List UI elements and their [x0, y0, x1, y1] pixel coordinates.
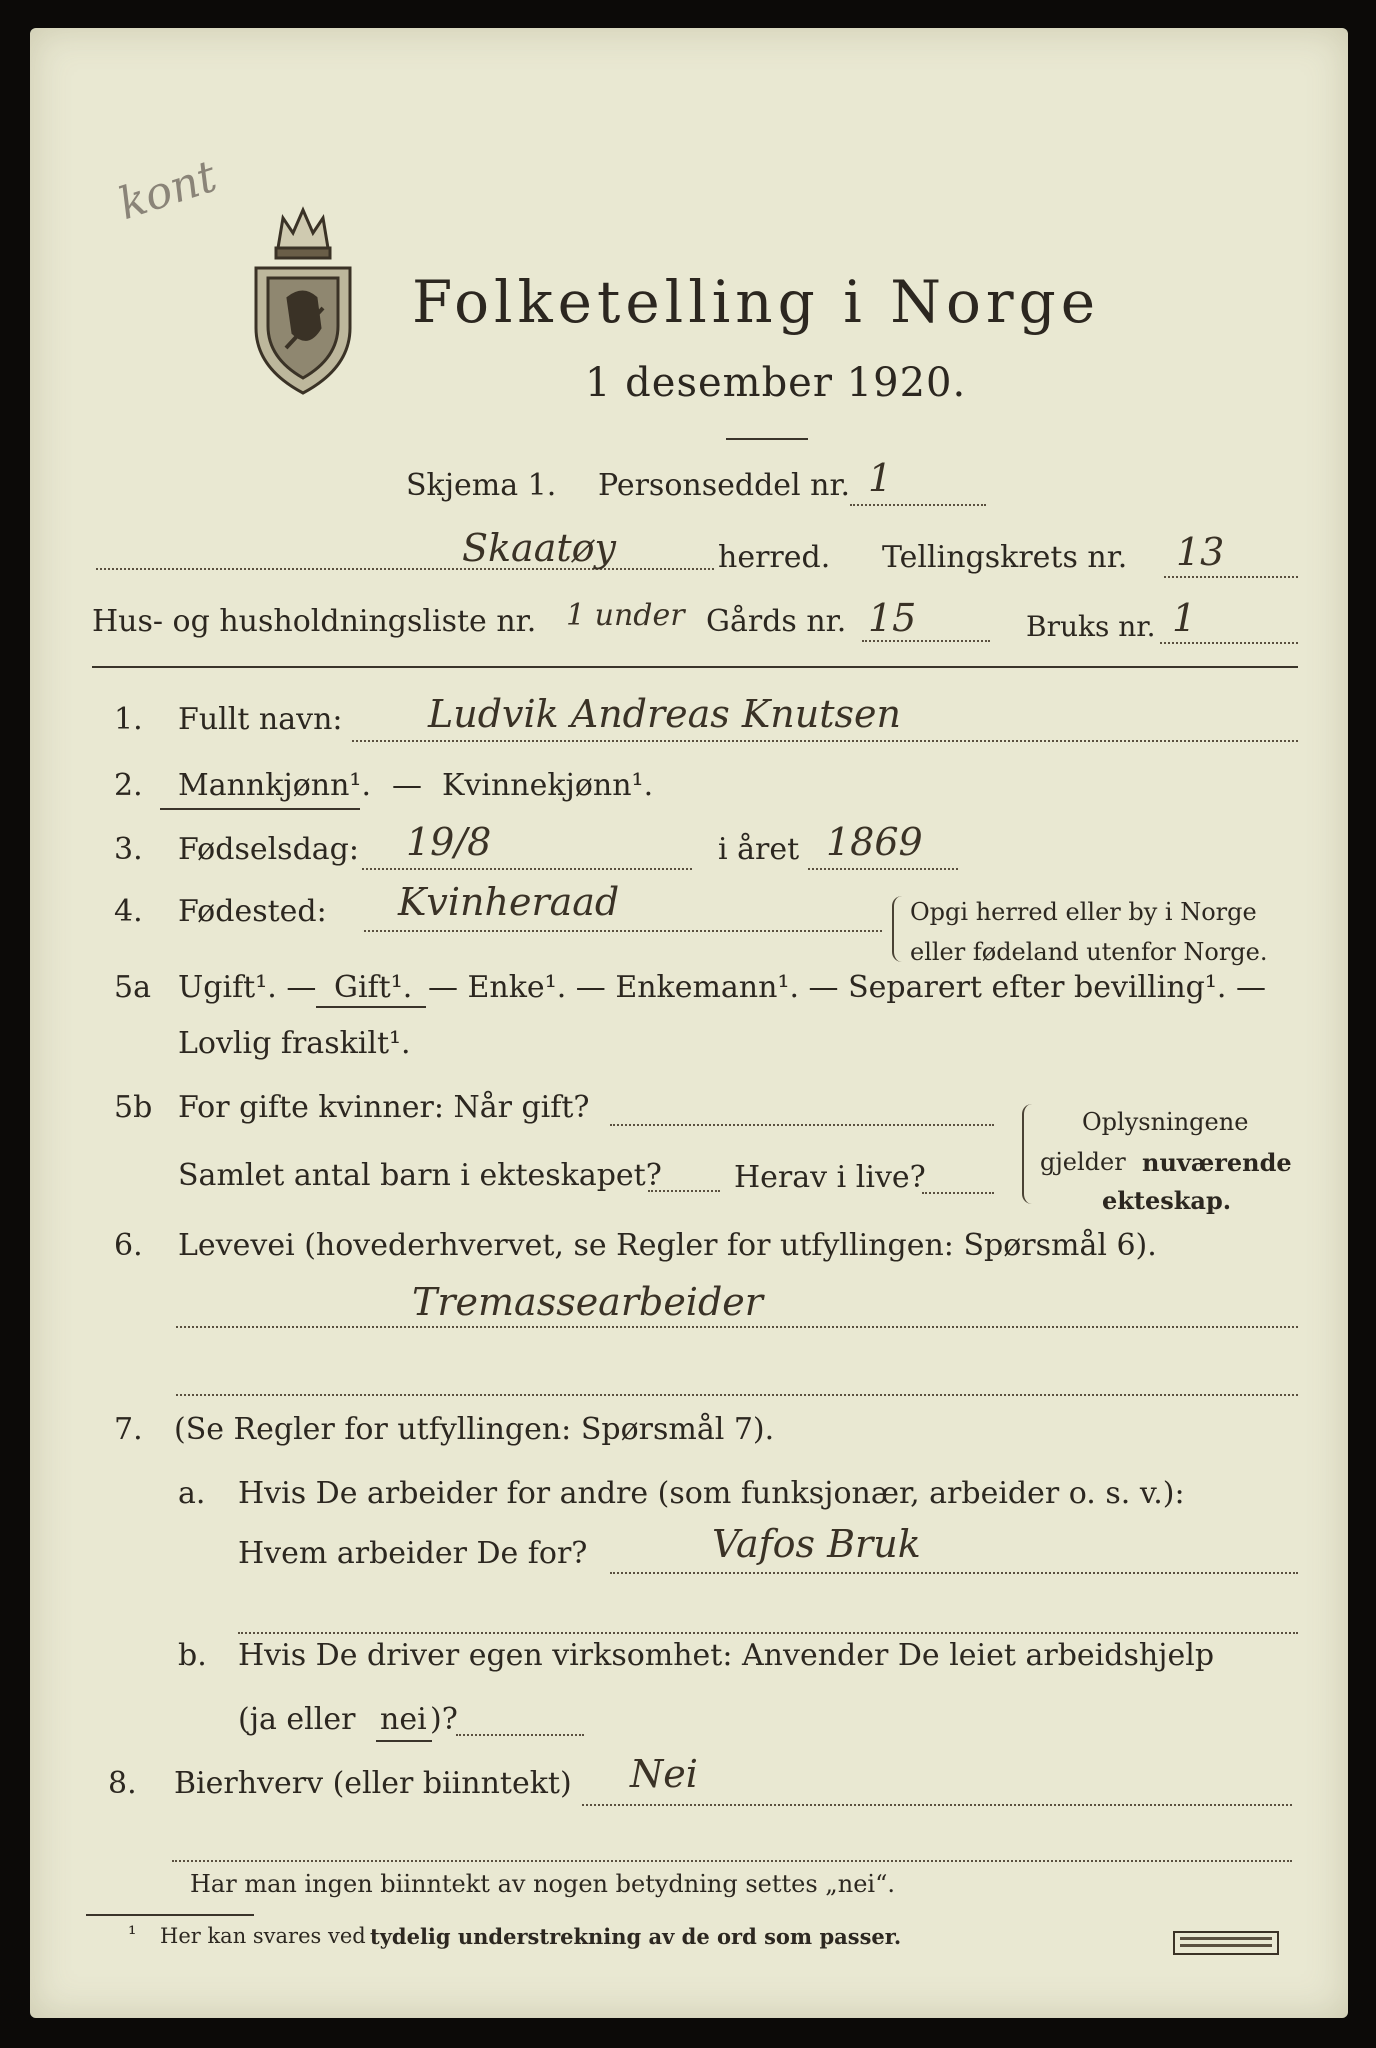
q4-note-1: Opgi herred eller by i Norge	[910, 898, 1257, 926]
q5b-number: 5b	[114, 1090, 153, 1125]
footnote-mark: ¹	[128, 1922, 137, 1946]
q1-number: 1.	[114, 702, 143, 737]
q1-line	[352, 740, 1298, 742]
herred-label: herred.	[718, 540, 831, 575]
q7-label: (Se Regler for utfyllingen: Spørsmål 7).	[174, 1412, 775, 1447]
footnote-emphasis: tydelig understrekning av de ord som passer.	[370, 1924, 902, 1949]
personseddel-value: 1	[868, 456, 893, 500]
q4-number: 4.	[114, 894, 143, 929]
q8-answer: Nei	[630, 1752, 698, 1796]
q5a-fraskilt: Lovlig fraskilt¹.	[178, 1026, 411, 1061]
q2-male-underline	[160, 808, 360, 810]
personseddel-line	[850, 504, 986, 506]
tellingskrets-line	[1164, 576, 1298, 578]
gards-label: Gårds nr.	[706, 604, 847, 639]
form-title: Folketelling i Norge	[412, 268, 1101, 336]
q7a-number: a.	[178, 1476, 206, 1511]
q2-female: Kvinnekjønn¹.	[442, 768, 654, 803]
hus-label: Hus- og husholdningsliste nr.	[92, 604, 537, 639]
q7a-line2: Hvem arbeider De for?	[238, 1536, 588, 1571]
gards-line	[862, 640, 990, 642]
bruks-label: Bruks nr.	[1026, 610, 1156, 643]
tellingskrets-value: 13	[1176, 530, 1225, 574]
q4-answer: Kvinheraad	[398, 880, 620, 924]
q5b-line1: For gifte kvinner: Når gift?	[178, 1090, 590, 1125]
q5a-number: 5a	[114, 970, 151, 1005]
schema-label: Skjema 1.	[406, 468, 557, 503]
tellingskrets-label: Tellingskrets nr.	[882, 540, 1128, 575]
personseddel-label: Personseddel nr.	[598, 468, 851, 503]
gards-value: 15	[868, 596, 917, 640]
q1-answer: Ludvik Andreas Knutsen	[428, 692, 901, 736]
printer-stamp-icon	[1172, 1930, 1280, 1956]
bruks-line	[1160, 642, 1298, 644]
q2-male: Mannkjønn¹.	[178, 768, 371, 803]
q4-line	[364, 930, 882, 932]
q8-line	[582, 1804, 1292, 1806]
q5b-brace	[1022, 1104, 1034, 1204]
q3-year-line	[808, 868, 958, 870]
q7b-line	[456, 1734, 584, 1736]
q7b-line2b: )?	[430, 1702, 458, 1737]
q5a-ugift: Ugift¹. —	[178, 970, 317, 1005]
q7a-line1: Hvis De arbeider for andre (som funksjonær, arbeider o. s. v.):	[238, 1476, 1185, 1511]
q3-number: 3.	[114, 832, 143, 867]
header-rule	[92, 666, 1298, 668]
q5b-gift-line	[610, 1124, 994, 1126]
q7b-nei: nei	[380, 1702, 427, 1737]
q6-line-2	[176, 1394, 1298, 1396]
q8-line-2	[172, 1860, 1292, 1862]
q5b-note-1: Oplysningene	[1082, 1108, 1249, 1136]
footnote-text: Her kan svares ved	[160, 1924, 366, 1948]
bruks-value: 1	[1172, 596, 1197, 640]
form-date: 1 desember 1920.	[585, 360, 967, 406]
q5b-note-3: ekteskap.	[1102, 1186, 1232, 1215]
q6-line-1	[176, 1326, 1298, 1328]
q5a-gift: Gift¹.	[334, 970, 413, 1005]
q8-label: Bierhverv (eller biinntekt)	[174, 1766, 572, 1801]
q7b-line1: Hvis De driver egen virksomhet: Anvender De leiet arbeidshjelp	[238, 1638, 1215, 1673]
q6-label: Levevei (hovederhvervet, se Regler for utfyllingen: Spørsmål 6).	[178, 1228, 1157, 1263]
footer-note: Har man ingen biinntekt av nogen betydning settes „nei“.	[190, 1870, 895, 1898]
q4-brace	[892, 896, 902, 962]
q7a-line	[610, 1572, 1298, 1574]
q3-day: 19/8	[406, 820, 492, 864]
q3-day-line	[362, 868, 692, 870]
q1-label: Fullt navn:	[178, 702, 343, 737]
q5b-note-2b: nuværende	[1142, 1148, 1292, 1177]
q5b-herav: Herav i live?	[734, 1160, 926, 1195]
q4-note-2: eller fødeland utenfor Norge.	[910, 938, 1268, 966]
q5b-note-2a: gjelder	[1040, 1148, 1126, 1176]
q2-number: 2.	[114, 768, 143, 803]
q3-year-label: i året	[718, 832, 800, 867]
q5a-others: — Enke¹. — Enkemann¹. — Separert efter bevilling¹. —	[428, 970, 1266, 1005]
q7b-nei-underline	[376, 1740, 432, 1742]
norway-coat-of-arms-icon	[248, 198, 358, 398]
q5b-barn-line	[648, 1190, 720, 1192]
q6-answer: Tremassearbeider	[412, 1280, 763, 1324]
q3-year: 1869	[826, 820, 923, 864]
hus-value: 1 under	[566, 598, 685, 633]
q7a-answer: Vafos Bruk	[712, 1522, 921, 1566]
corner-pencil-note: kont	[112, 150, 223, 231]
q2-separator: —	[392, 768, 422, 803]
q7-number: 7.	[114, 1412, 143, 1447]
q5b-line2: Samlet antal barn i ekteskapet?	[178, 1158, 662, 1193]
q5b-herav-line	[922, 1192, 994, 1194]
q3-label: Fødselsdag:	[178, 832, 359, 867]
q7b-number: b.	[178, 1638, 207, 1673]
q7b-line2a: (ja eller	[238, 1702, 356, 1737]
footnote-rule	[86, 1914, 254, 1916]
herred-line	[96, 568, 714, 570]
title-divider	[726, 438, 808, 440]
q4-label: Fødested:	[178, 894, 327, 929]
herred-value: Skaatøy	[462, 526, 616, 570]
q5a-gift-underline	[316, 1006, 426, 1008]
q7a-line-2	[238, 1632, 1298, 1634]
q6-number: 6.	[114, 1228, 143, 1263]
q8-number: 8.	[108, 1766, 137, 1801]
